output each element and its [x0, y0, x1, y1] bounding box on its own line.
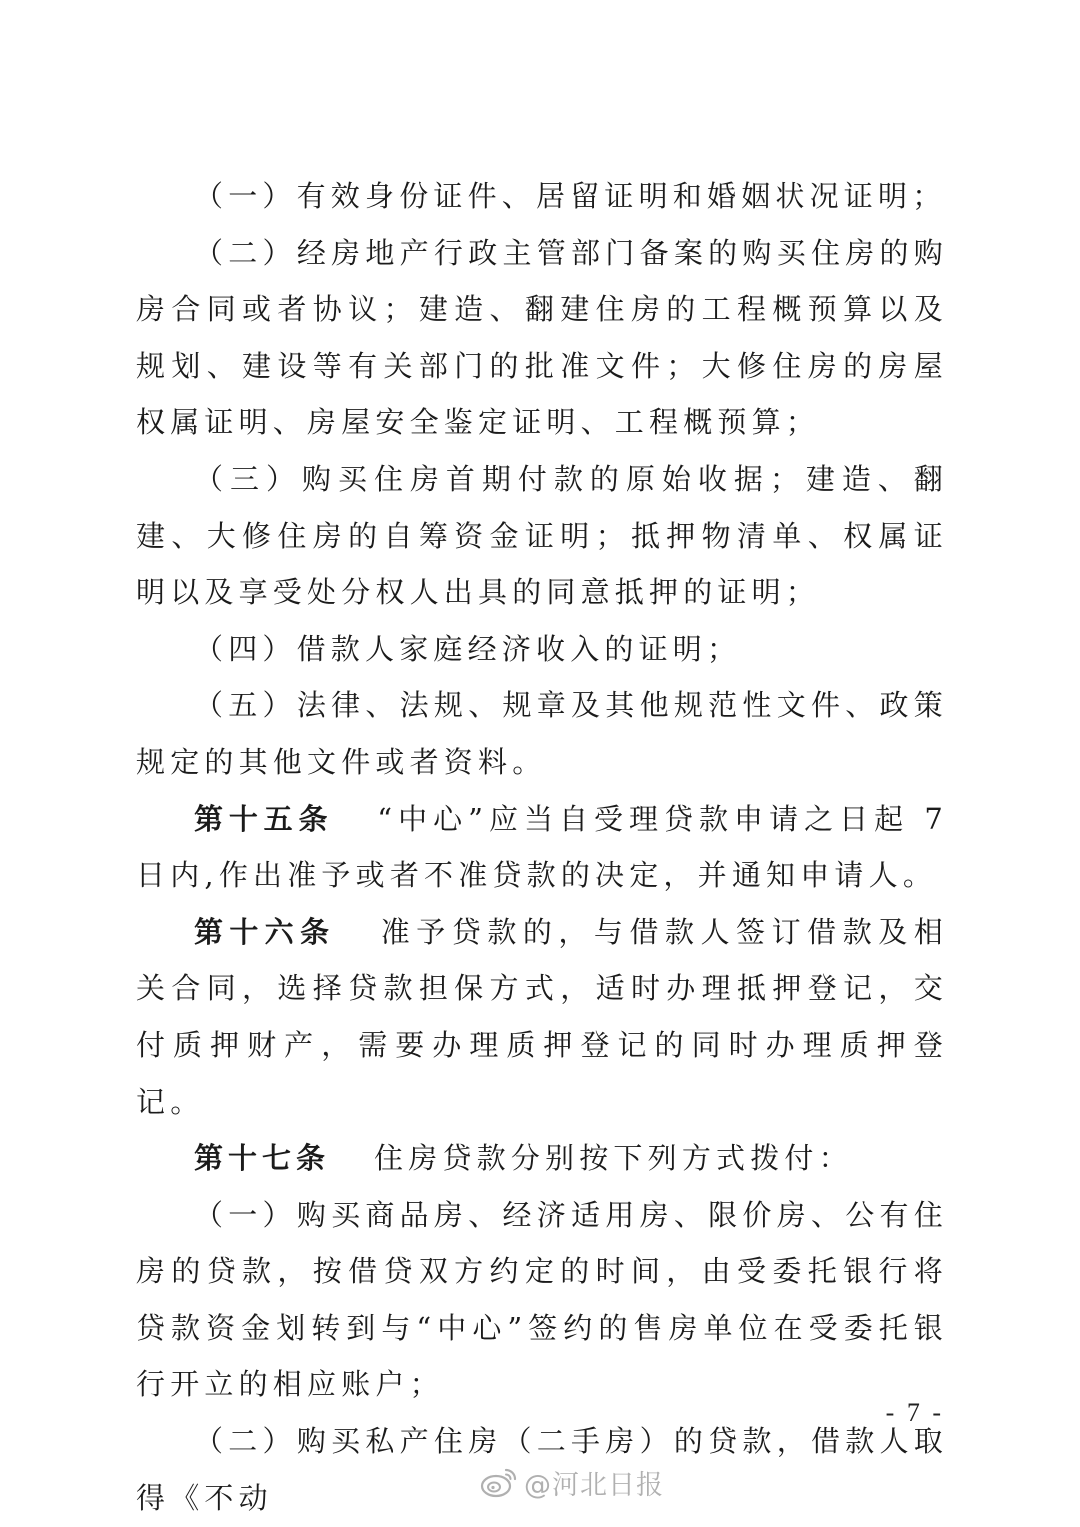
- paragraph-4: [136, 621, 948, 678]
- paragraph-1: [136, 168, 948, 225]
- paragraph-text: （三）购买住房首期付款的原始收据；建造、翻建、大修住房的自筹资金证明；抵押物清单、权属证明以及享受处分权人出具的同意抵押的证明；: [136, 461, 948, 610]
- watermark: [480, 1462, 664, 1502]
- page-number: - 7 -: [885, 1398, 944, 1427]
- body-text: [136, 168, 948, 1526]
- paragraph-text: 准予贷款的，与借款人签订借款及相关合同，选择贷款担保方式，适时办理抵押登记，交付质押财产，需要办理质押登记的同时办理质押登记。: [136, 914, 948, 1119]
- paragraph-text: “中心”应当自受理贷款申请之日起 7 日内,作出准予或者不准贷款的决定，并通知申请人。: [136, 801, 948, 893]
- paragraph-text: （一）购买商品房、经济适用房、限价房、公有住房的贷款，按借贷双方约定的时间，由受委托银行将贷款资金划转到与“中心”签约的售房单位在受委托银行开立的相应账户；: [136, 1197, 948, 1402]
- weibo-icon: [480, 1466, 518, 1498]
- article-15: [136, 791, 948, 904]
- watermark-text: @河北日报: [524, 1469, 664, 1501]
- article-16: [136, 904, 948, 1130]
- paragraph-text: （一）有效身份证件、居留证明和婚姻状况证明；: [194, 179, 947, 213]
- paragraph-text: （二）购买私产住房（二手房）的贷款，借款人取得《不动: [136, 1424, 948, 1515]
- paragraph-2: [136, 225, 948, 451]
- article-number: 第十五条: [194, 801, 334, 836]
- paragraph-9: [136, 1187, 948, 1413]
- paragraph-5: [136, 677, 948, 790]
- paragraph-text: （四）借款人家庭经济收入的证明；: [194, 631, 742, 666]
- article-number: 第十六条: [194, 914, 336, 949]
- paragraph-text: （五）法律、法规、规章及其他规范性文件、政策规定的其他文件或者资料。: [136, 688, 948, 779]
- paragraph-text: 住房贷款分别按下列方式拨付：: [374, 1141, 853, 1176]
- paragraph-text: （二）经房地产行政主管部门备案的购买住房的购房合同或者协议；建造、翻建住房的工程概预算以及规划、建设等有关部门的批准文件；大修住房的房屋权属证明、房屋安全鉴定证明、工程概预算；: [136, 235, 948, 440]
- article-17: [136, 1130, 948, 1187]
- article-number: 第十七条: [194, 1141, 331, 1176]
- paragraph-3: [136, 451, 948, 621]
